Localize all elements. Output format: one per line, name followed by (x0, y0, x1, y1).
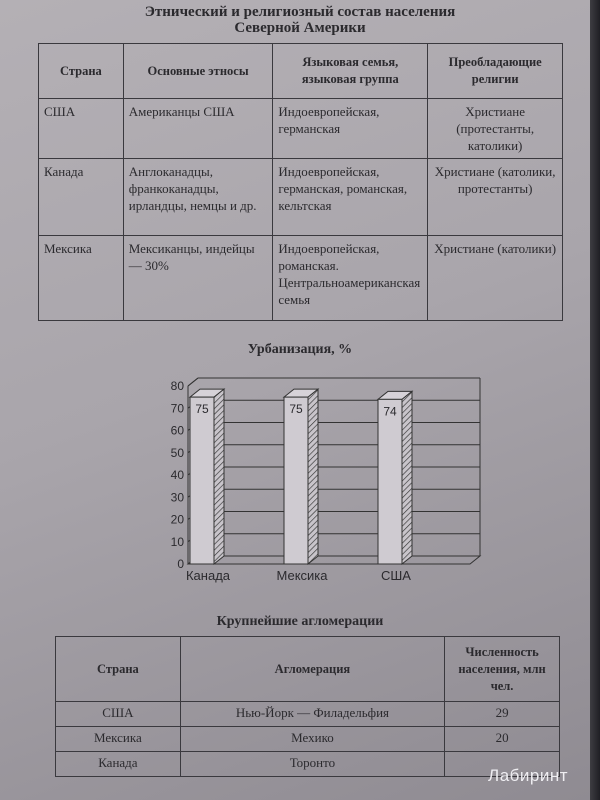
chart-y-axis (171, 379, 185, 571)
y-tick-label: 70 (170, 401, 184, 416)
agglomerations-table (55, 636, 560, 777)
page-edge (590, 0, 600, 800)
y-tick-label: 80 (170, 379, 184, 393)
urbanization-bar-chart (160, 372, 500, 602)
cell-country: США (56, 702, 181, 727)
column-header-language: Языковая семья, языковая группа (273, 44, 428, 99)
chart-title: Урбанизация, % (247, 342, 353, 357)
cell-language: Индоевропейская, германская (273, 99, 428, 159)
bar (190, 397, 214, 564)
cell-population: 20 (445, 727, 560, 752)
bar (378, 399, 402, 564)
table-header-row (56, 637, 560, 702)
chart-floor (188, 556, 480, 564)
labirint-watermark: Лабиринт (488, 766, 568, 785)
column-header-country: Страна (56, 637, 181, 702)
data-label: 74 (383, 404, 397, 419)
cell-ethnos: Мексиканцы, индейцы — 30% (123, 236, 273, 321)
cell-agglomeration: Торонто (180, 752, 444, 777)
ethnic-table-title-line1: Этнический и религиозный состав населения (144, 4, 456, 20)
data-label: 75 (195, 402, 209, 417)
x-tick-label: США (381, 568, 411, 583)
column-header-country: Страна (39, 44, 124, 99)
cell-religion: Христиане (протестанты, католики) (428, 99, 563, 159)
cell-ethnos: Англоканадцы, франкоканадцы, ирландцы, немцы и др. (123, 159, 273, 236)
x-tick-label: Канада (185, 568, 231, 583)
bar-side (214, 389, 224, 564)
agglomerations-title: Крупнейшие агломерации (216, 614, 384, 629)
cell-country: Канада (39, 159, 124, 236)
y-tick-label: 50 (170, 445, 184, 460)
cell-country: Мексика (56, 727, 181, 752)
bar-side (402, 391, 412, 564)
table-row (39, 99, 563, 159)
table-row (39, 159, 563, 236)
cell-language: Индоевропейская, романская. Центральноамериканская семья (273, 236, 428, 321)
cell-religion: Христиане (католики, протестанты) (428, 159, 563, 236)
y-tick-label: 60 (170, 423, 184, 438)
chart-grid (188, 378, 480, 564)
chart-bars (190, 389, 412, 564)
y-tick-label: 30 (170, 490, 184, 505)
cell-country: Мексика (39, 236, 124, 321)
bar-side (308, 389, 318, 564)
table-row (56, 702, 560, 727)
table-row (39, 236, 563, 321)
ethnic-religious-table (38, 43, 563, 321)
column-header-religion: Преобладающие религии (428, 44, 563, 99)
bar (284, 397, 308, 564)
table-row (56, 752, 560, 777)
cell-agglomeration: Нью-Йорк — Филадельфия (180, 702, 444, 727)
cell-country: Канада (56, 752, 181, 777)
chart-x-axis (186, 568, 411, 583)
column-header-population: Численность населения, млн чел. (445, 637, 560, 702)
column-header-ethnos: Основные этносы (123, 44, 273, 99)
y-tick-label: 20 (170, 512, 184, 527)
table-row (56, 727, 560, 752)
ethnic-table-title-line2: Северной Америки (234, 20, 366, 36)
cell-agglomeration: Мехико (180, 727, 444, 752)
gridline-diag (188, 378, 198, 386)
y-tick-label: 0 (177, 557, 184, 571)
cell-religion: Христиане (католики) (428, 236, 563, 321)
x-tick-label: Мексика (276, 568, 328, 583)
cell-ethnos: Американцы США (123, 99, 273, 159)
table-header-row (39, 44, 563, 99)
cell-language: Индоевропейская, германская, романская, кельтская (273, 159, 428, 236)
y-tick-label: 40 (170, 468, 184, 482)
cell-population: 29 (445, 702, 560, 727)
column-header-agglomeration: Агломерация (180, 637, 444, 702)
y-tick-label: 10 (170, 534, 184, 549)
data-label: 75 (289, 402, 303, 417)
cell-country: США (39, 99, 124, 159)
